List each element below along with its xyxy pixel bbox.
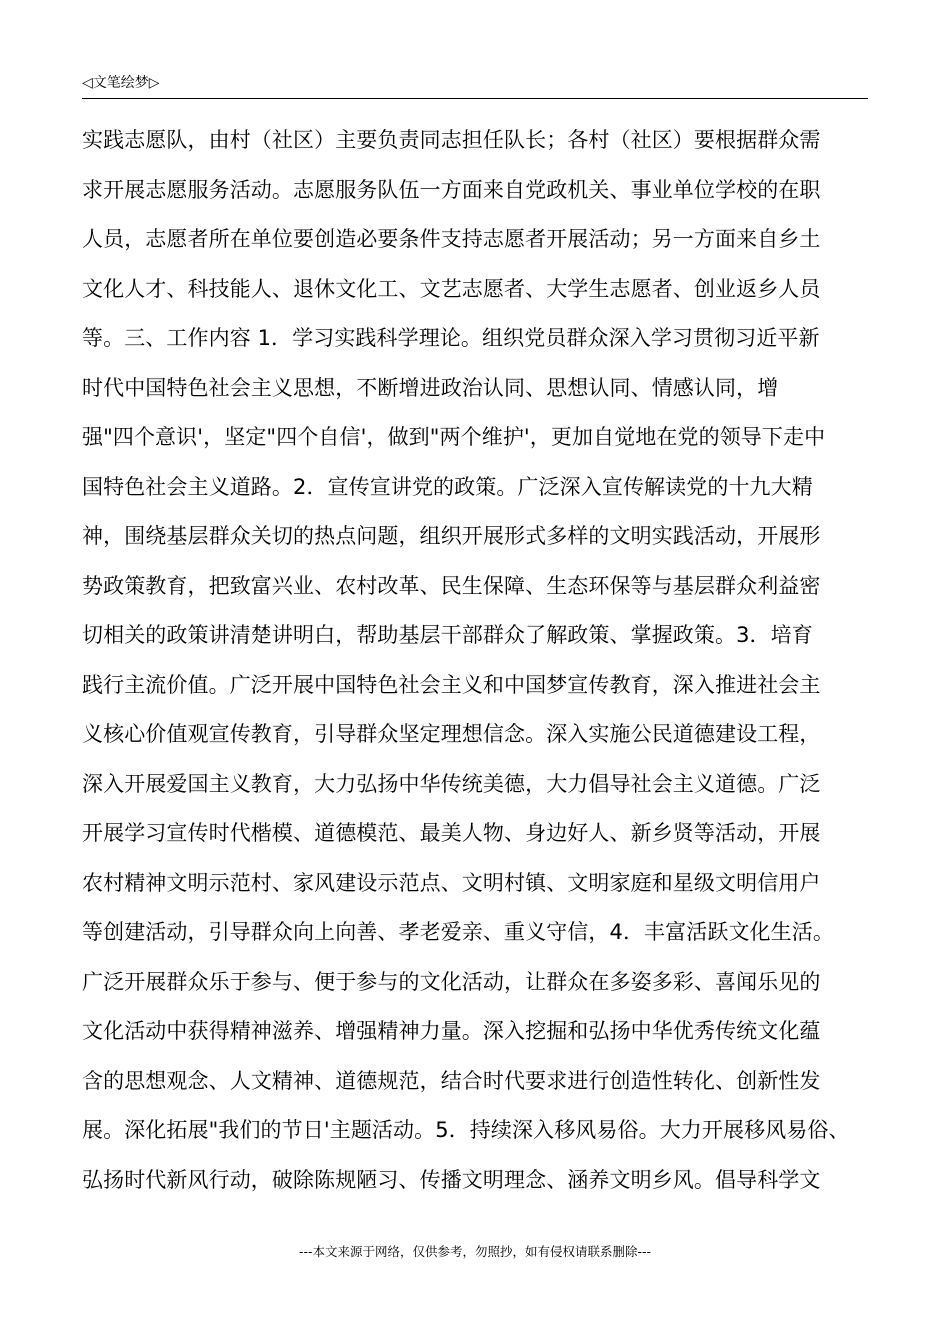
body-line: 农村精神文明示范村、家风建设示范点、文明村镇、文明家庭和星级文明信用户 <box>82 870 821 895</box>
body-line: 文化活动中获得精神滋养、增强精神力量。深入挖掘和弘扬中华优秀传统文化蕴 <box>82 1019 821 1043</box>
body-line: 广泛开展群众乐于参与、便于参与的文化活动，让群众在多姿多彩、喜闻乐见的 <box>82 969 821 994</box>
body-line: 践行主流价值。广泛开展中国特色社会主义和中国梦宣传教育，深入推进社会主 <box>82 672 821 697</box>
document-body <box>82 116 882 1205</box>
body-line: 国特色社会主义道路。2．宣传宣讲党的政策。广泛深入宣传解读党的十九大精 <box>82 474 813 499</box>
body-line: 势政策教育，把致富兴业、农村改革、民生保障、生态环保等与基层群众利益密 <box>82 573 821 598</box>
body-line: 含的思想观念、人文精神、道德规范，结合时代要求进行创造性转化、创新性发 <box>82 1068 821 1093</box>
body-line: 人员，志愿者所在单位要创造必要条件支持志愿者开展活动；另一方面来自乡土 <box>82 227 821 251</box>
body-line: 弘扬时代新风行动，破除陈规陋习、传播文明理念、涵养文明乡风。倡导科学文 <box>82 1167 821 1192</box>
page-header <box>82 72 868 99</box>
body-line: 求开展志愿服务活动。志愿服务队伍一方面来自党政机关、事业单位学校的在职 <box>82 177 821 202</box>
body-line: 展。深化拓展"我们的节日'主题活动。5．持续深入移风易俗。大力开展移风易俗、 <box>82 1118 850 1142</box>
body-line: 时代中国特色社会主义思想，不断增进政治认同、思想认同、情感认同，增 <box>82 375 779 400</box>
body-line: 深入开展爱国主义教育，大力弘扬中华传统美德，大力倡导社会主义道德。广泛 <box>82 771 821 796</box>
page-footer: ---本文来源于网络，仅供参考，勿照抄，如有侵权请联系删除--- <box>298 1244 652 1259</box>
body-line: 强"四个意识'，坚定"四个自信'，做到"两个维护'，更加自觉地在党的领导下走中 <box>82 425 826 449</box>
body-line: 实践志愿队，由村（社区）主要负责同志担任队长；各村（社区）要根据群众需 <box>82 128 821 152</box>
body-line: 等。三、工作内容 1．学习实践科学理论。组织党员群众深入学习贯彻习近平新 <box>82 326 820 350</box>
body-line: 义核心价值观宣传教育，引导群众坚定理想信念。深入实施公民道德建设工程， <box>82 722 821 746</box>
header-title: ◁文笔绘梦▷ <box>82 75 160 91</box>
body-line: 切相关的政策讲清楚讲明白，帮助基层干部群众了解政策、掌握政策。3．培育 <box>82 623 813 647</box>
body-line: 等创建活动，引导群众向上向善、孝老爱亲、重义守信，4．丰富活跃文化生活。 <box>82 920 834 944</box>
body-line: 神，围绕基层群众关切的热点问题，组织开展形式多样的文明实践活动，开展形 <box>82 524 821 548</box>
body-line: 文化人才、科技能人、退休文化工、文艺志愿者、大学生志愿者、创业返乡人员 <box>82 276 821 301</box>
body-line: 开展学习宣传时代楷模、道德模范、最美人物、身边好人、新乡贤等活动，开展 <box>82 821 821 845</box>
